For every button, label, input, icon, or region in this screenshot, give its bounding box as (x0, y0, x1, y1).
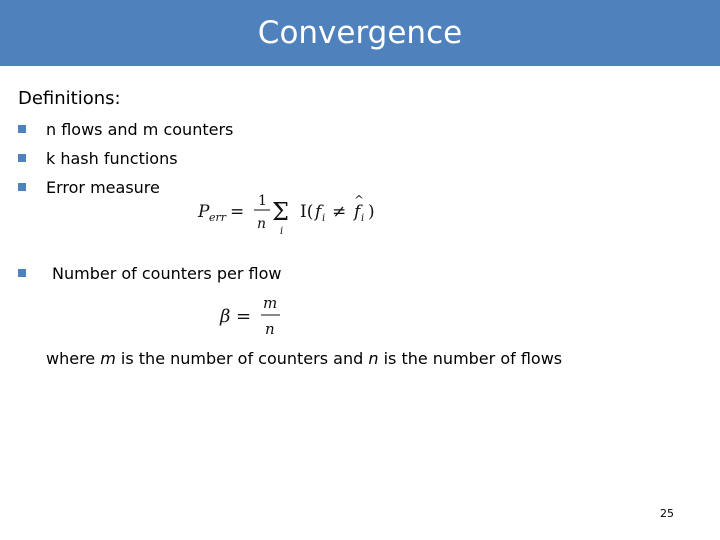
note-variable: n (368, 349, 379, 368)
svg-text:n: n (265, 320, 275, 338)
svg-text:m: m (263, 294, 278, 312)
svg-text:I(: I( (300, 202, 314, 222)
note-text: where (46, 349, 101, 368)
svg-text:Σ: Σ (272, 198, 289, 226)
formula-note (46, 349, 562, 368)
square-bullet-icon (18, 125, 26, 133)
square-bullet-icon (18, 154, 26, 162)
bullet-text: k hash functions (46, 148, 178, 168)
svg-text:P: P (198, 202, 210, 222)
note-text: is the number of flows (378, 349, 563, 368)
slide-title: Convergence (257, 15, 463, 51)
bullet-text: Number of counters per flow (52, 263, 282, 283)
bullet-text: Error measure (46, 177, 160, 197)
svg-text:^: ^ (354, 193, 365, 207)
svg-text:f: f (354, 202, 361, 222)
definitions-label: Definitions: (18, 88, 121, 109)
square-bullet-icon (18, 269, 26, 277)
bullet-item (18, 118, 233, 140)
svg-text:): ) (368, 202, 375, 222)
square-bullet-icon (18, 183, 26, 191)
svg-text:1: 1 (258, 193, 267, 209)
svg-text:f: f (315, 202, 322, 222)
bullet-item (18, 147, 178, 169)
svg-text:n: n (257, 216, 267, 232)
title-bar (0, 0, 720, 66)
svg-text:≠: ≠ (332, 202, 347, 222)
svg-text:i: i (280, 226, 284, 237)
error-measure-formula (196, 188, 386, 240)
svg-text:=: = (236, 306, 252, 327)
bullet-text: n flows and m counters (46, 119, 234, 139)
bullet-item (18, 176, 160, 198)
bullet-item (18, 262, 281, 284)
svg-text:β: β (220, 306, 231, 327)
note-variable: m (100, 349, 116, 368)
beta-formula (218, 292, 298, 340)
page-number: 25 (660, 507, 674, 520)
note-text: is the number of counters and (115, 349, 369, 368)
beta-formula-graphic (218, 292, 298, 340)
svg-text:i: i (361, 213, 365, 224)
error-measure-formula-graphic (196, 188, 386, 240)
svg-text:i: i (322, 213, 326, 224)
svg-text:=: = (230, 202, 245, 222)
svg-text:err: err (209, 211, 227, 224)
